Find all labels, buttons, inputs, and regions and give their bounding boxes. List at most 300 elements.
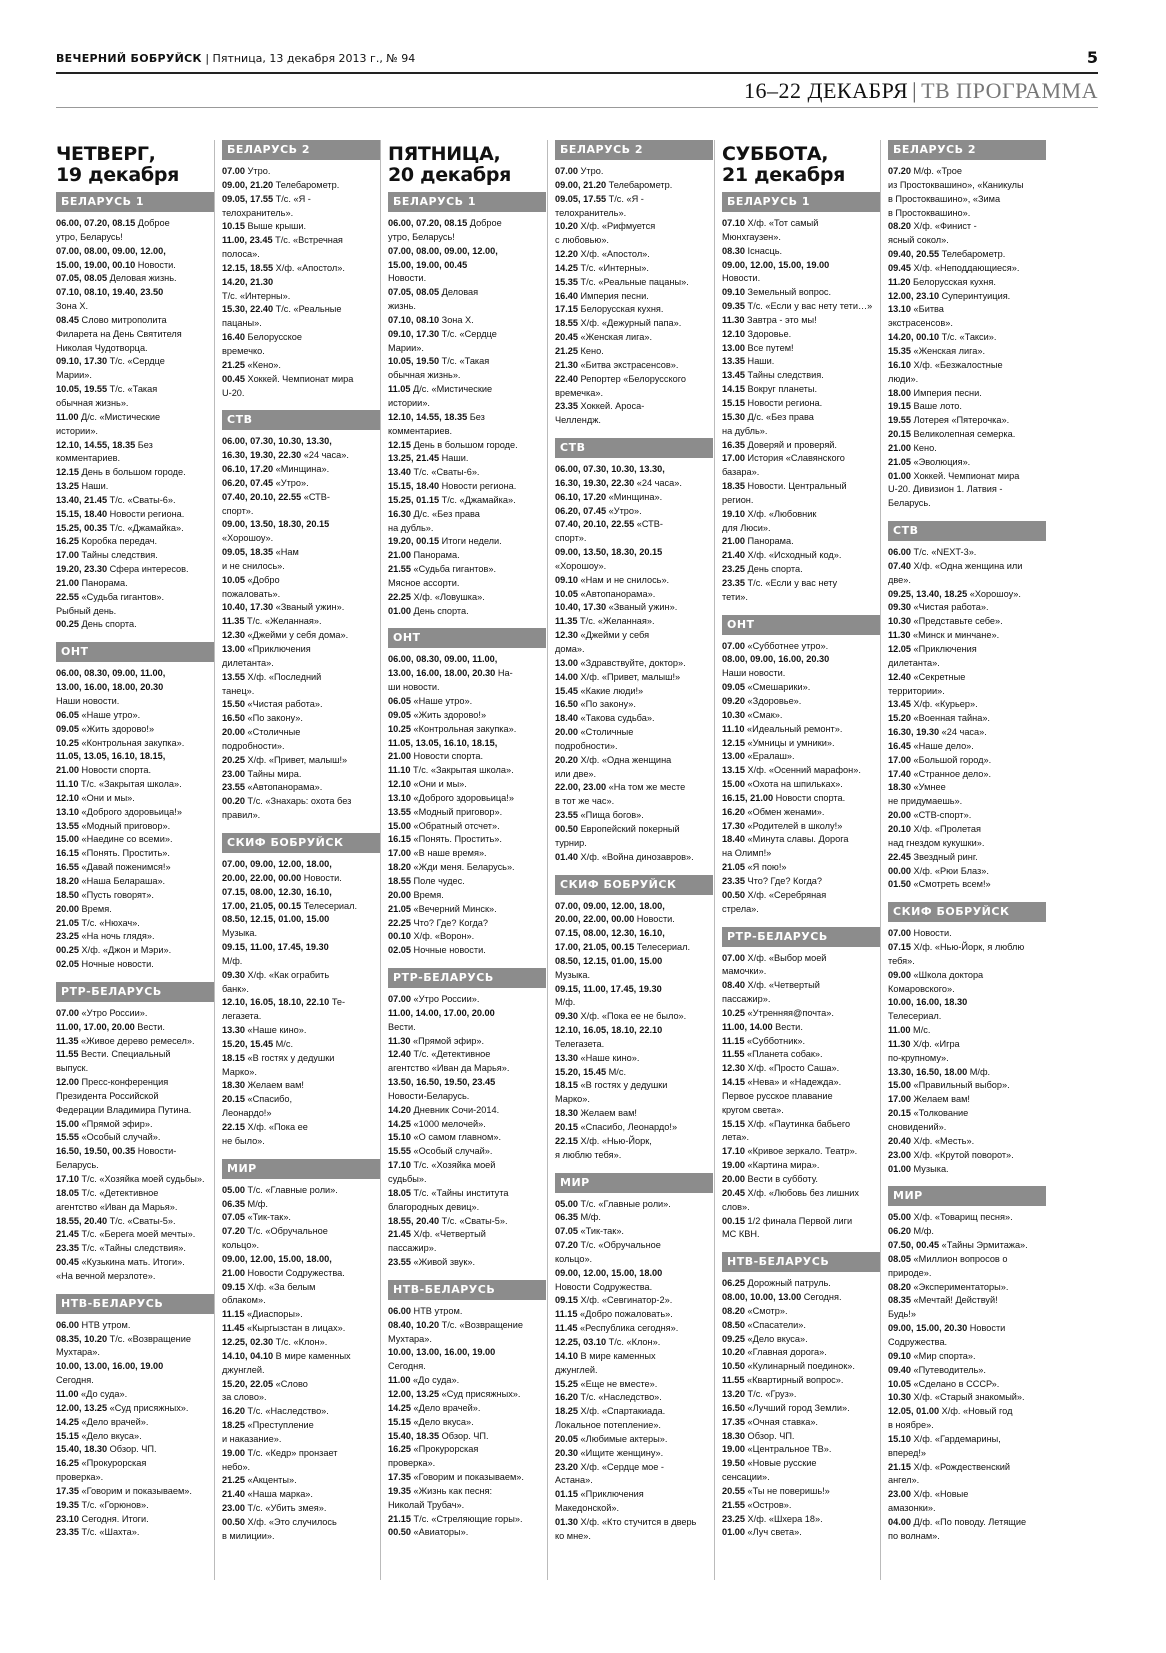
air-time: 19.55	[888, 415, 911, 426]
schedule-line: 18.20 «Наша Белараша».	[56, 875, 166, 886]
schedule-line: 23.35 Т/с. «Если у вас нету	[722, 577, 838, 588]
air-time: 09.00, 21.20	[222, 179, 274, 190]
schedule-line: 22.25 Х/ф. «Ловушка».	[388, 591, 485, 602]
air-time: 20.00, 22.00, 00.00	[555, 914, 635, 925]
air-time: 14.00	[555, 671, 578, 682]
schedule-line: 21.15 Х/ф. «Рождественский	[888, 1461, 1010, 1472]
schedule-line: 18.55 Поле чудес.	[388, 875, 465, 886]
schedule-line: 18.15 «В гостях у дедушки	[555, 1080, 668, 1091]
air-time: 07.05, 08.05	[56, 273, 108, 284]
block-gap	[388, 1270, 546, 1280]
air-time: 16.55	[56, 862, 79, 873]
air-time: 15.15	[388, 1416, 411, 1427]
schedule-line: 20.00 «СТВ-спорт».	[888, 810, 972, 821]
schedule-line: правил».	[222, 810, 261, 821]
air-time: 18.35	[722, 481, 745, 492]
schedule-line	[222, 276, 380, 290]
air-time: 15.20, 15.45	[222, 1038, 274, 1049]
schedule-line: Федерации Владимира Путина.	[56, 1104, 192, 1115]
air-time: 12.15	[56, 467, 79, 478]
schedule-line: 09.15 Х/ф. «Севгинатор-2».	[555, 1295, 673, 1306]
air-time: 16.15	[388, 834, 411, 845]
schedule-line: 11.35 Т/с. «Желанная».	[555, 616, 655, 627]
air-time: 07.10	[722, 218, 745, 228]
schedule-line: 20.15 Великолепная семерка.	[888, 429, 1016, 440]
schedule-line: 20.30 «Ищите женщину».	[555, 1447, 664, 1458]
schedule-line	[222, 1253, 380, 1267]
channel-header: МИР	[888, 1186, 1046, 1206]
schedule-line: 23.35 Т/с. «Шахта».	[56, 1527, 140, 1538]
schedule-line: джунглей.	[555, 1364, 598, 1375]
air-time: 12.10, 14.55, 18.35	[388, 411, 468, 422]
schedule-line: 16.20 «Обмен женами».	[722, 806, 825, 817]
air-time: 20.00	[222, 727, 245, 738]
air-time: 12.40	[888, 671, 911, 682]
schedule-line: обычная жизнь».	[388, 370, 461, 381]
schedule-list	[722, 952, 880, 1243]
air-time: 14.25	[388, 1402, 411, 1413]
schedule-line: 13.15 Х/ф. «Осенний марафон».	[722, 765, 861, 776]
schedule-line: 16.20 Т/с. «Наследство».	[222, 1406, 329, 1417]
air-time: 13.55	[388, 806, 411, 817]
air-time: 14.20, 00.10	[888, 332, 940, 343]
schedule-line: 05.00 Т/с. «Главные роли».	[222, 1184, 338, 1195]
schedule-line: 11.55 «Планета собак».	[722, 1049, 823, 1060]
air-time: 09.15, 11.00, 17.45, 19.30	[222, 942, 329, 953]
air-time: 09.15	[555, 1295, 578, 1306]
air-time: 15.55	[388, 1146, 411, 1157]
schedule-line: 10.40, 17.30 «Званый ужин».	[555, 602, 678, 613]
block-gap	[56, 972, 214, 982]
air-time: 11.55	[56, 1049, 79, 1060]
schedule-line: 20.10 Х/ф. «Пролетая	[888, 823, 981, 834]
schedule-line: полоса».	[222, 249, 260, 260]
schedule-line: истории».	[388, 397, 430, 408]
air-time: 09.00, 13.50, 18.30, 20.15	[222, 519, 330, 530]
schedule-line: 16.30, 19.30, 22.30 «24 часа».	[555, 477, 682, 488]
air-time: 07.15, 08.00, 12.30, 16.10,	[222, 886, 332, 897]
air-time: 16.20	[722, 806, 745, 817]
air-time: 11.00, 17.00, 20.00	[56, 1021, 135, 1032]
channel-header: СКИФ БОБРУЙСК	[555, 875, 713, 895]
air-time: 06.00, 07.20, 08.15	[388, 218, 468, 228]
schedule-line: 14.25 Т/с. «Интерны».	[555, 262, 649, 273]
air-time: 08.00, 09.00, 16.00, 20.30	[722, 654, 830, 665]
schedule-line: 21.05 Т/с. «Нюхач».	[56, 917, 140, 928]
schedule-line: 10.05 «Автопанорама».	[555, 588, 656, 599]
schedule-line: 02.05 Ночные новости.	[388, 945, 486, 956]
air-time: 23.00	[222, 768, 245, 779]
air-time: 11.55	[722, 1375, 745, 1386]
schedule-line: Т/с. «Интерны».	[222, 290, 291, 301]
schedule-line: 16.55 «Давай поженимся!»	[56, 862, 171, 873]
schedule-line: 12.10, 14.55, 18.35 Без	[388, 411, 485, 422]
air-time: 10.15	[222, 221, 245, 232]
air-time: 15.25, 01.15	[388, 494, 440, 505]
schedule-line: 08.20 Х/ф. «Финист -	[888, 221, 977, 232]
schedule-line: 17.35 «Говорим и показываем».	[56, 1485, 192, 1496]
schedule-line: времечка».	[555, 387, 604, 398]
schedule-list	[388, 993, 546, 1270]
schedule-line: 15.30, 22.40 Т/с. «Реальные	[222, 304, 342, 315]
block-gap	[56, 1284, 214, 1294]
air-time: 11.10	[388, 765, 411, 776]
air-time: 01.00	[888, 1163, 911, 1174]
air-time: 15.00	[56, 834, 79, 845]
air-time: 18.55, 20.40	[388, 1215, 440, 1226]
schedule-line: 11.20 Белорусская кухня.	[888, 276, 996, 287]
air-time: 07.20	[555, 1240, 578, 1251]
air-time: 09.30	[222, 969, 245, 980]
schedule-line: 14.10 В мире каменных	[555, 1350, 656, 1361]
schedule-line: 15.00 «Охота на шпильках».	[722, 779, 843, 790]
air-time: 20.20	[555, 754, 578, 765]
schedule-line: 15.40, 18.35 Обзор. ЧП.	[388, 1430, 489, 1441]
air-time: 12.00	[56, 1077, 79, 1088]
air-time: 06.35	[222, 1198, 245, 1209]
schedule-line: 11.00 «До суда».	[388, 1375, 460, 1386]
schedule-line: 16.25 «Прокурорская	[388, 1444, 479, 1455]
air-time: 20.15	[888, 429, 911, 440]
air-time: 09.00, 12.00, 15.00, 18.00,	[222, 1253, 332, 1264]
schedule-line: Телегазета.	[555, 1038, 605, 1049]
schedule-line: 11.00, 14.00 Вести.	[722, 1021, 803, 1032]
air-time: 16.20	[555, 1392, 578, 1403]
air-time: 17.10	[56, 1174, 79, 1184]
air-time: 15.00	[56, 1118, 79, 1129]
schedule-line: 07.10 Х/ф. «Тот самый	[722, 218, 819, 228]
schedule-line: 20.00, 22.00, 00.00 Новости.	[222, 872, 342, 883]
schedule-list	[222, 165, 380, 400]
air-time: 09.05	[722, 682, 745, 693]
schedule-line: 05.00 Т/с. «Главные роли».	[555, 1198, 671, 1209]
air-time: 12.30	[555, 630, 578, 641]
schedule-line: 20.00 «Столичные	[222, 727, 301, 738]
schedule-line: 17.00 «В наше время».	[388, 848, 487, 859]
air-time: 07.00	[722, 952, 745, 963]
schedule-line: судьбы».	[388, 1174, 427, 1184]
air-time: 11.15	[722, 1035, 745, 1046]
schedule-line: Беларусь.	[56, 1160, 99, 1171]
schedule-line: 15.15, 18.40 Новости региона.	[56, 508, 185, 519]
air-time: 14.20, 21.30	[222, 276, 274, 287]
schedule-line	[555, 927, 713, 941]
schedule-line: 07.00 «Утро России».	[388, 994, 480, 1005]
air-time: 23.55	[222, 782, 245, 793]
air-time: 09.00, 15.00, 20.30	[888, 1323, 968, 1334]
schedule-line: и наказание».	[222, 1433, 282, 1444]
schedule-line: территории».	[888, 685, 945, 696]
schedule-line: 00.10 Х/ф. «Ворон».	[388, 931, 475, 942]
section-title	[744, 78, 1098, 104]
channel-header: НТВ-БЕЛАРУСЬ	[388, 1280, 546, 1300]
schedule-line: 19.10 Х/ф. «Любовник	[722, 508, 817, 519]
schedule-line: 00.15 1/2 финала Первой лиги	[722, 1215, 853, 1226]
schedule-line: 12.25, 02.30 Т/с. «Клон».	[222, 1336, 328, 1347]
air-time: 02.05	[388, 945, 411, 956]
air-time: 06.25	[722, 1278, 745, 1289]
air-time: 07.00, 09.00, 12.00, 18.00,	[555, 900, 665, 911]
schedule-line: 07.40 Х/ф. «Одна женщина или	[888, 560, 1023, 571]
schedule-line: Марко».	[222, 1066, 257, 1077]
air-time: 21.05	[722, 862, 745, 873]
air-time: 21.00	[56, 765, 79, 776]
air-time: 07.40, 20.10, 22.55	[222, 491, 302, 502]
air-time: 21.00	[388, 550, 411, 561]
schedule-line: 12.05, 01.00 Х/ф. «Новый год	[888, 1406, 1013, 1417]
air-time: 06.10, 17.20	[222, 464, 274, 475]
air-time: 23.35	[722, 875, 745, 886]
air-time: 11.35	[555, 616, 578, 627]
channel-header: РТР-БЕЛАРУСЬ	[56, 982, 214, 1002]
schedule-line: 19.35 «Жизнь как песня:	[388, 1485, 493, 1496]
schedule-line: 10.05, 19.50 Т/с. «Такая	[388, 356, 490, 367]
schedule-line	[388, 653, 546, 667]
schedule-line: тети».	[722, 591, 748, 602]
schedule-line	[555, 1024, 713, 1038]
air-time: 18.55	[388, 875, 411, 886]
schedule-line: Телесериал.	[888, 1011, 942, 1022]
air-time: 13.20	[722, 1388, 745, 1399]
schedule-line: 15.25 «Еще не вместе».	[555, 1378, 658, 1389]
air-time: 10.50	[722, 1361, 745, 1372]
schedule-line: 08.50 «Спасатели».	[722, 1319, 806, 1330]
air-time: 07.10, 08.10, 19.40, 23.50	[56, 287, 164, 298]
schedule-line: 14.15 «Нева» и «Надежда».	[722, 1077, 842, 1088]
schedule-line: 01.00 Хоккей. Чемпионат мира	[888, 470, 1020, 481]
block-gap	[888, 511, 1046, 521]
air-time: 12.10	[722, 328, 745, 339]
channel-header: СТВ	[222, 410, 380, 430]
schedule-line: 08.35, 10.20 Т/с. «Возвращение	[56, 1333, 191, 1344]
schedule-line: 09.05, 18.35 «Нам	[222, 547, 299, 558]
schedule-line: 11.15 «Диаспоры».	[222, 1309, 303, 1320]
air-time: 06.05	[56, 709, 79, 720]
schedule-line: 09.15 Х/ф. «За белым	[222, 1281, 316, 1292]
air-time: 09.45	[888, 262, 911, 273]
channel-header: НТВ-БЕЛАРУСЬ	[722, 1252, 880, 1272]
weekday: ЧЕТВЕРГ,	[56, 143, 156, 165]
schedule-line: «Хорошоу».	[555, 560, 607, 571]
air-time: 15.30	[722, 411, 745, 422]
schedule-line: 08.35 «Мечтай! Действуй!	[888, 1295, 998, 1306]
air-time: 11.45	[555, 1323, 578, 1334]
schedule-line: 15.35 «Женская лига».	[888, 345, 986, 356]
schedule-line: 21.25 «Кено».	[222, 359, 281, 370]
schedule-line: комментариев.	[388, 425, 453, 436]
listing-column	[56, 140, 214, 1540]
schedule-line	[56, 681, 214, 695]
schedule-line: 13.00 «Ералаш».	[722, 751, 795, 762]
channel-header: БЕЛАРУСЬ 1	[722, 192, 880, 212]
schedule-line: в Простоквашино».	[888, 207, 971, 218]
schedule-line: 21.55 «Остров».	[722, 1499, 792, 1510]
schedule-line: 16.25 «Прокурорская	[56, 1458, 147, 1469]
air-time: 01.50	[888, 879, 911, 890]
schedule-line	[222, 913, 380, 927]
schedule-line: кольцо».	[555, 1253, 593, 1264]
schedule-line: 12.00, 13.25 «Суд присяжных».	[56, 1402, 189, 1413]
air-time: 11.30	[888, 630, 911, 641]
air-time: 21.40	[722, 550, 745, 561]
air-time: 12.10	[56, 792, 79, 803]
air-time: 23.20	[555, 1461, 578, 1472]
schedule-line: 23.00 Х/ф. «Новые	[888, 1489, 969, 1500]
air-time: 16.50	[222, 713, 245, 724]
air-time: 17.30	[722, 820, 745, 831]
schedule-line: 08.00, 10.00, 13.00 Сегодня.	[722, 1292, 842, 1303]
air-time: 19.50	[722, 1458, 745, 1469]
schedule-line: 09.05, 17.55 Т/с. «Я -	[555, 193, 644, 204]
schedule-line: 23.35 Т/с. «Тайны следствия».	[56, 1243, 186, 1254]
air-time: 13.45	[888, 699, 911, 710]
air-time: 13.00	[222, 644, 245, 654]
air-time: 06.35	[555, 1212, 578, 1223]
air-time: 22.15	[222, 1122, 245, 1132]
schedule-line: 09.00 «Школа доктора	[888, 969, 984, 980]
schedule-line	[388, 259, 546, 273]
schedule-line: 07.20 Т/с. «Обручальное	[222, 1226, 328, 1237]
schedule-line: 20.55 «Ты не поверишь!»	[722, 1485, 830, 1496]
air-time: 20.05	[555, 1433, 578, 1444]
air-time: 07.40	[888, 560, 911, 571]
schedule-line: 12.30 «Джейми у себя	[555, 630, 650, 641]
air-time: 15.40, 18.30	[56, 1444, 108, 1455]
schedule-line: Беларусь.	[888, 498, 931, 509]
air-time: 07.00, 09.00, 12.00, 18.00,	[222, 858, 332, 869]
air-time: 23.00	[888, 1149, 911, 1160]
air-time: 18.25	[555, 1406, 578, 1417]
schedule-line: 11.35 Т/с. «Желанная».	[222, 616, 322, 627]
air-time: 16.50, 19.50, 00.35	[56, 1146, 136, 1157]
schedule-line: проверка».	[388, 1458, 436, 1469]
schedule-line: 11.30 Завтра - это мы!	[722, 314, 817, 325]
air-time: 16.35	[722, 439, 745, 450]
air-time: 15.15	[722, 397, 745, 408]
air-time: 07.05	[222, 1212, 245, 1223]
air-time: 17.35	[56, 1485, 79, 1496]
schedule-line: 14.15 Вокруг планеты.	[722, 384, 818, 395]
air-time: 11.30	[888, 1038, 911, 1049]
schedule-line	[555, 900, 713, 914]
air-time: 10.30	[722, 709, 745, 720]
air-time: 16.40	[555, 290, 578, 301]
column-rule	[714, 140, 715, 1580]
schedule-list	[555, 1198, 713, 1544]
schedule-line: 21.45 Х/ф. «Четвертый	[388, 1229, 486, 1240]
schedule-line: 11.10 Т/с. «Закрытая школа».	[56, 779, 182, 790]
schedule-line	[555, 983, 713, 997]
schedule-line: 00.20 Т/с. «Знахарь: охота без	[222, 796, 352, 807]
schedule-line: 19.15 Ваше лото.	[888, 401, 962, 412]
channel-header: СТВ	[888, 521, 1046, 541]
air-time: 19.15	[888, 401, 911, 412]
schedule-line: 16.50 «По закону».	[555, 699, 636, 710]
air-time: 10.05	[555, 588, 578, 599]
air-time: 01.00	[722, 1527, 745, 1538]
schedule-line: 15.45 «Какие люди!»	[555, 685, 644, 696]
schedule-line: 19.55 Лотерея «Пятерочка».	[888, 415, 1010, 426]
schedule-line: Леонардо!»	[222, 1108, 272, 1119]
air-time: 21.30	[555, 359, 578, 370]
schedule-line: 07.00 «Субботнее утро».	[722, 640, 829, 651]
schedule-line	[888, 996, 1046, 1010]
schedule-line: 15.55 «Особый случай».	[56, 1132, 161, 1143]
air-time: 12.30	[722, 1063, 745, 1074]
schedule-line: 07.20 М/ф. «Трое	[888, 166, 962, 176]
air-time: 16.25	[56, 536, 79, 547]
air-time: 20.15	[888, 1108, 911, 1119]
air-time: 12.10, 14.55, 18.35	[56, 439, 136, 450]
schedule-line: жизнь.	[388, 301, 416, 312]
schedule-line: 23.00 Х/ф. «Крутой поворот».	[888, 1149, 1014, 1160]
schedule-line: 17.00, 21.05, 00.15 Телесериал.	[555, 942, 691, 953]
schedule-line: 06.20, 07.45 «Утро».	[555, 505, 642, 516]
schedule-line: 11.00, 17.00, 20.00 Вести.	[56, 1021, 165, 1032]
schedule-line: 23.25 Х/ф. «Шхера 18».	[722, 1513, 823, 1524]
air-time: 22.15	[555, 1135, 578, 1146]
air-time: 00.45	[56, 1257, 79, 1268]
schedule-line: 18.30 Обзор. ЧП.	[722, 1430, 795, 1441]
schedule-line: 18.55, 20.40 Т/с. «Сваты-5».	[388, 1215, 508, 1226]
air-time: 15.35	[555, 276, 578, 287]
air-time: 09.15, 11.00, 17.45, 19.30	[555, 983, 662, 994]
schedule-line: 18.15 «В гостях у дедушки	[222, 1052, 335, 1063]
schedule-line: 09.10, 17.30 Т/с. «Сердце	[388, 328, 497, 339]
air-time: 00.10	[388, 931, 411, 942]
block-gap	[222, 823, 380, 833]
air-time: 21.25	[222, 1475, 245, 1486]
schedule-line: за слово».	[222, 1392, 267, 1403]
air-time: 06.00	[56, 1319, 79, 1330]
block-gap	[388, 958, 546, 968]
schedule-line: 14.25 «Дело врачей».	[56, 1416, 149, 1427]
schedule-line: 19.00 «Картина мира».	[722, 1160, 820, 1171]
air-time: 00.00	[888, 865, 911, 876]
air-time: 16.30	[388, 508, 411, 519]
schedule-line: утро, Беларусь!	[388, 231, 455, 242]
air-time: 11.00	[388, 1375, 411, 1386]
schedule-line: 23.25 «На ночь глядя».	[56, 931, 155, 942]
schedule-line: 15.20, 15.45 М/с.	[555, 1066, 626, 1077]
schedule-line: для Люси».	[722, 522, 771, 533]
schedule-line: 11.30 Х/ф. «Игра	[888, 1038, 960, 1049]
air-time: 18.30	[555, 1108, 578, 1119]
schedule-line: 20.15 «Спасибо,	[222, 1094, 293, 1105]
schedule-line	[555, 546, 713, 560]
channel-header: НТВ-БЕЛАРУСЬ	[56, 1294, 214, 1314]
issue-date: | Пятница, 13 декабря 2013 г., № 94	[205, 52, 416, 65]
schedule-line: 18.30 Желаем вам!	[222, 1080, 304, 1091]
air-time: 23.35	[56, 1527, 79, 1538]
air-time: 17.00	[888, 754, 911, 765]
schedule-line: 22.15 Х/ф. «Нью-Йорк,	[555, 1135, 652, 1146]
section-name: ТВ ПРОГРАММА	[921, 78, 1098, 103]
schedule-line: Астана».	[555, 1475, 593, 1486]
schedule-line: 21.25 «Акценты».	[222, 1475, 297, 1486]
schedule-line: 12.40 Т/с. «Детективное	[388, 1049, 491, 1060]
schedule-line: ясный сокол».	[888, 235, 949, 246]
schedule-line: 20.00 Время.	[56, 903, 112, 914]
air-time: 21.00	[56, 577, 79, 588]
air-time: 07.10, 08.10	[388, 314, 440, 325]
air-time: 16.45	[888, 740, 911, 751]
air-time: 07.00	[722, 640, 745, 651]
air-time: 14.15	[722, 1077, 745, 1088]
schedule-line: не придумаешь».	[888, 796, 963, 807]
schedule-line: 09.25 «Дело вкуса».	[722, 1333, 808, 1344]
schedule-line: 20.00 Время.	[388, 889, 444, 900]
